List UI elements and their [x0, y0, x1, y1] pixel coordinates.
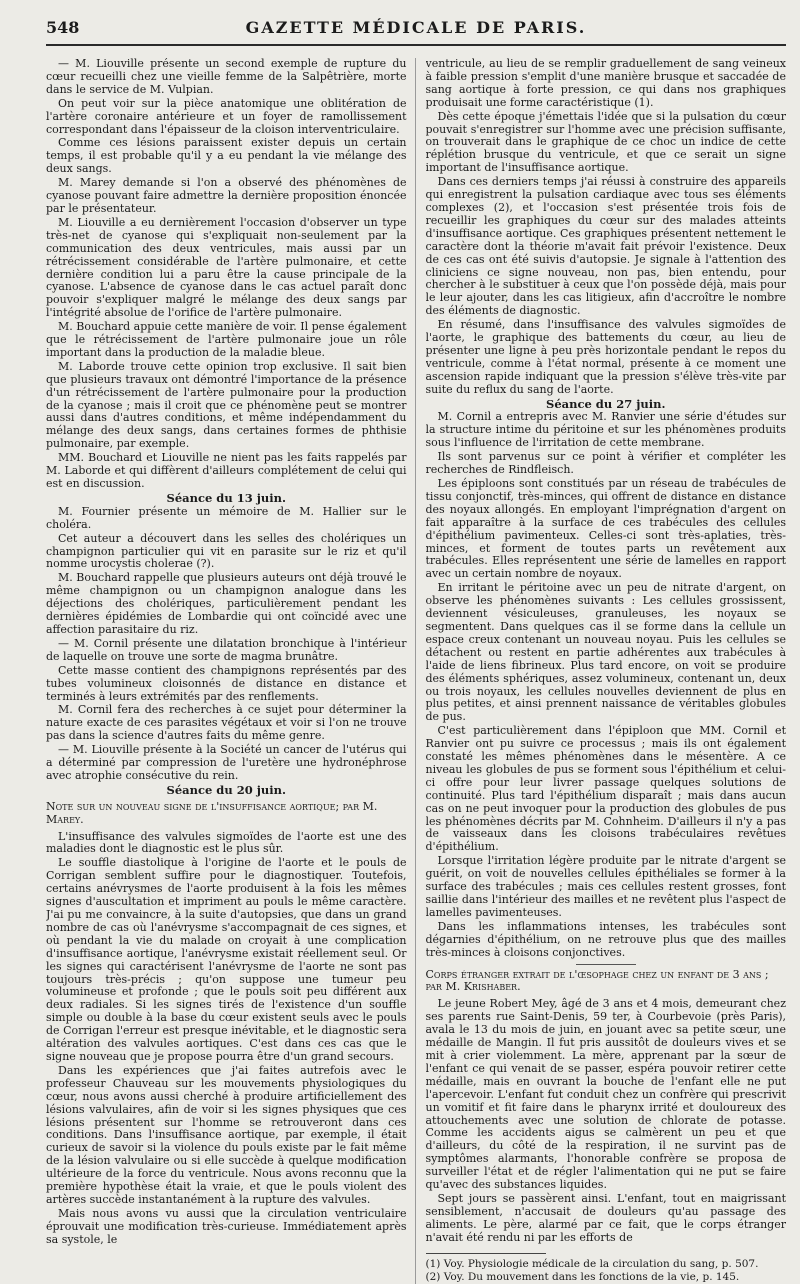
paragraph: Comme ces lésions paraissent exister depuis un certain temps, il est probable qu'il y a eu pendant la vie mélange des deux sangs. [46, 136, 407, 176]
paragraph: ventricule, au lieu de se remplir graduellement de sang veineux à faible pression s'emplit d'une manière brusque et saccadée de sang aortique à forte pression, ce qui dans nos graphiques produisait une forme caractéristique (1). [425, 58, 786, 109]
paragraph: MM. Bouchard et Liouville ne nient pas les faits rappelés par M. Laborde et qui diffèrent d'ailleurs complétement de celui qui est en discussion. [46, 451, 407, 490]
paragraph: — M. Liouville présente un second exemple de rupture du cœur recueilli chez une vieille femme de la Salpêtrière, morte dans le service de M. Vulpian. [46, 58, 407, 96]
paragraph: M. Bouchard appuie cette manière de voir. Il pense également que le rétrécissement de l'artère pulmonaire joue un rôle important dans la production de la maladie bleue. [46, 320, 407, 359]
paragraph: Dès cette époque j'émettais l'idée que si la pulsation du cœur pouvait s'enregistrer sur l'homme avec une précision suffisante, on trouverait dans le graphique de ce choc un indice de cette réplétion brusque du ventricule, et que ce serait un signe important de l'insuffisance aortique. [425, 109, 786, 175]
paragraph: Dans les expériences que j'ai faites autrefois avec le professeur Chauveau sur les mouvements physiologiques du cœur, nous avons aussi cherché à produire artificiellement des lésions valvulaires, afin de voir si les signes physiques que ces lésions présentent sur l'homme se retrouveront dans ces conditions. Dans l'insuffisance aortique, par exemple, il était curieux de savoir si la violence du pouls existe par le fait même de la lésion valvulaire ou si elle succède à quelque modification ultérieure de la force du ventricule. Nous avons reconnu que la première hypothèse était la vraie, et que le pouls violent des artères succède instantanément à la rupture des valvules. [46, 1063, 407, 1206]
paragraph: M. Bouchard rappelle que plusieurs auteurs ont déjà trouvé le même champignon ou un champignon analogue dans les déjections des cholériques, particulièrement pendant les dernières épidémies de Lombardie qui ont coïncidé avec une affection parasitaire du riz. [46, 571, 407, 636]
paragraph: Le jeune Robert Mey, âgé de 3 ans et 4 mois, demeurant chez ses parents rue Saint-Denis, 59 ter, à Courbevoie (près Paris), avala le 13 du mois de juin, en jouant avec sa petite sœur, une médaille de Mangin. Il fut pris aussitôt de douleurs vives et se mit à crier violemment. La mère, apprenant par la sœur de l'enfant ce qui venait de se passer, espéra pouvoir retirer cette médaille, mais en ouvrant la bouche de l'enfant elle ne put l'apercevoir. L'enfant fut conduit chez un confrère qui prescrivit un vomitif et fit faire dans le pharynx irrité et douloureux des attouchements avec une solution de chlorate de potasse. Comme les accidents aigus se calmèrent un peu et que d'ailleurs, du côté de la respiration, il ne survint pas de symptômes alarmants, l'honorable confrère se proposa de surveiller l'état et de régler l'alimentation qui ne put se faire qu'avec des substances liquides. [425, 997, 786, 1192]
paragraph: Les épiploons sont constitués par un réseau de trabécules de tissu conjonctif, très-minces, qui offrent de distance en distance des noyaux allongés. En employant l'imprégnation d'argent on fait apparaître à la surface de ces trabécules des cellules d'épithélium pavimenteux. Celles-ci sont très-aplaties, très-minces, et forment de toutes parts un revêtement aux trabécules. Elles représentent une série de lamelles en rapport avec un certain nombre de noyaux. [425, 477, 786, 581]
paragraph: Cet auteur a découvert dans les selles des cholériques un champignon particulier qui vit en parasite sur le riz et qu'il nomme urocystis cholerae (?). [46, 531, 407, 571]
paragraph: Mais nous avons vu aussi que la circulation ventriculaire éprouvait une modification très-curieuse. Immédiatement après sa systole, le [46, 1206, 407, 1246]
paragraph: Dans les inflammations intenses, les trabécules sont dégarnies d'épithélium, on ne retrouve plus que des mailles très-minces à cloisons conjonctives. [425, 919, 786, 959]
separator-rule [576, 964, 636, 965]
footnote-rule [426, 1253, 546, 1254]
text-columns [46, 58, 786, 1284]
paragraph: M. Laborde trouve cette opinion trop exclusive. Il sait bien que plusieurs travaux ont démontré l'importance de la présence d'un rétrécissement de l'artère pulmonaire pour la production de la cyanose ; mais il croit que ce phénomène peut se montrer aussi dans d'autres conditions, et même indépendamment du mélange des deux sangs, dans certaines formes de phthisie pulmonaire, par exemple. [46, 359, 407, 451]
section-heading: Séance du 20 juin. [166, 782, 286, 797]
paragraph: En résumé, dans l'insuffisance des valvules sigmoïdes de l'aorte, le graphique des battements du cœur, au lieu de présenter une ligne à peu près horizontale pendant le repos du ventricule, comme à l'état normal, présente à ce moment une ascension rapide indiquant que la pression s'élève très-vite par suite du reflux du sang de l'aorte. [425, 318, 786, 396]
section-heading: Séance du 27 juin. [546, 396, 666, 411]
paragraph: En irritant le péritoine avec un peu de nitrate d'argent, on observe les phénomènes suivants : Les cellules grossissent, deviennent vésiculeuses, granuleuses, les noyaux se segmentent. Dans quelques cas il se forme dans la cellule un espace creux contenant un nouveau noyau. Puis les cellules se détachent ou restent en partie adhérentes aux trabécules à l'aide de liens fibrineux. Plus tard encore, on voit se produire des éléments sphériques, assez volumineux, contenant un, deux ou trois noyaux, les cellules nouvelles deviennent de plus en plus petites, et ainsi prennent naissance de véritables globules de pus. [425, 581, 786, 724]
paragraph: M. Cornil a entrepris avec M. Ranvier une série d'études sur la structure intime du péritoine et sur les phénomènes produits sous l'influence de l'irritation de cette membrane. [425, 410, 786, 450]
paragraph: Lorsque l'irritation légère produite par le nitrate d'argent se guérit, on voit de nouvelles cellules épithéliales se former à la surface des trabécules ; mais ces cellules restent grosses, font saillie dans l'intérieur des mailles et ne revêtent plus l'aspect de lamelles pavimenteuses. [425, 854, 786, 919]
paragraph: — M. Cornil présente une dilatation bronchique à l'intérieur de laquelle on trouve une sorte de magma brunâtre. [46, 636, 407, 663]
section-heading: Séance du 13 juin. [166, 490, 286, 505]
page-number: 548 [46, 18, 80, 37]
right-column [426, 58, 787, 1284]
paragraph: L'insuffisance des valvules sigmoïdes de l'aorte est une des maladies dont le diagnostic est le plus sûr. [46, 829, 407, 856]
paragraph: Le souffle diastolique à l'origine de l'aorte et le pouls de Corrigan semblent suffire pour le diagnostiquer. Toutefois, certains anévrysmes de l'aorte produisent à la fois les mêmes signes d'auscultation et impriment au pouls le même caractère. J'ai pu me convaincre, à la suite d'autopsies, que dans un grand nombre de cas où l'anévrysme s'accompagnait de ces signes, et où pendant la vie du malade on croyait à une complication d'insuffisance aortique, l'anévrysme existait réellement seul. Or les signes qui caractérisent l'anévrysme de l'aorte ne sont pas toujours très-précis ; qu'on suppose une tumeur peu volumineuse et profonde ; que le pouls soit peu différent aux deux radiales. Si les signes tirés de l'existence d'un souffle simple ou double à la base du cœur existent seuls avec le pouls de Corrigan l'erreur est presque inévitable, et le diagnostic sera altération des valvules aortiques. C'est dans ces cas que le signe nouveau que je propose pourra être d'un grand secours. [46, 856, 407, 1063]
paragraph: Sept jours se passèrent ainsi. L'enfant, tout en maigrissant sensiblement, n'accusait de douleurs qu'au passage des aliments. Le père, alarmé par ce fait, que le corps étranger n'avait été rendu ni par les efforts de [425, 1191, 786, 1244]
article-title: Corps étranger extrait de l'œsophage chez un enfant de 3 ans ; par M. Krishaber. [425, 967, 769, 994]
paragraph: Dans ces derniers temps j'ai réussi à construire des appareils qui enregistrent la pulsation cardiaque avec tous ses éléments complexes (2), et l'occasion s'est présentée trois fois de recueillir les graphiques du cœur sur des malades atteints d'insuffisance aortique. Ces graphiques présentent nettement le caractère dont la théorie m'avait fait prévoir l'existence. Deux de ces cas ont été suivis d'autopsie. Je signale à l'attention des cliniciens ce signe nouveau, non pas, bien entendu, pour chercher à le substituer à ceux que l'on possède déjà, mais pour le leur ajouter, dans les cas litigieux, afin d'accroître le nombre des éléments de diagnostic. [425, 175, 786, 318]
paragraph: Ils sont parvenus sur ce point à vérifier et compléter les recherches de Rindfleisch. [425, 450, 786, 477]
paragraph: M. Marey demande si l'on a observé des phénomènes de cyanose pouvant faire admettre la dernière proposition énoncée par le présentateur. [46, 176, 407, 215]
paragraph: Cette masse contient des champignons représentés par des tubes volumineux cloisonnés de distance en distance et terminés à leurs extrémités par des renflements. [46, 663, 407, 703]
paragraph: M. Liouville a eu dernièrement l'occasion d'observer un type très-net de cyanose qui s'expliquait non-seulement par la communication des deux ventricules, mais aussi par un rétrécissement considérable de l'artère pulmonaire, et cette dernière condition lui a paru être la cause principale de la cyanose. L'absence de cyanose dans le cas actuel paraît donc pouvoir s'expliquer malgré le mélange des deux sangs par l'intégrité absolue de l'orifice de l'artère pulmonaire. [46, 215, 407, 320]
journal-title: GAZETTE MÉDICALE DE PARIS. [245, 18, 587, 37]
footnote: (1) Voy. Physiologie médicale de la circulation du sang, p. 507. [425, 1257, 759, 1270]
left-column [46, 58, 416, 1284]
page-header [46, 18, 786, 46]
article-title: Note sur un nouveau signe de l'insuffisance aortique; par M. Marey. [46, 799, 378, 826]
paragraph: C'est particulièrement dans l'épiploon que MM. Cornil et Ranvier ont pu suivre ce processus ; mais ils ont également constaté les mêmes phénomènes dans le mésentère. A ce niveau les globules de pus se forment sous l'épithélium et celui-ci offre pour leur livrer passage quelques solutions de continuité. Plus tard l'épithélium disparaît ; mais dans aucun cas on ne peut invoquer pour la production des globules de pus les phénomènes décrits par M. Cohnheim. D'ailleurs il n'y a pas de vaisseaux dans les cloisons trabéculaires revêtues d'épithélium. [425, 724, 786, 854]
footnote: (2) Voy. Du mouvement dans les fonctions de la vie, p. 145. [425, 1271, 740, 1284]
paragraph: M. Fournier présente un mémoire de M. Hallier sur le choléra. [46, 504, 407, 531]
paragraph: — M. Liouville présente à la Société un cancer de l'utérus qui a déterminé par compression de l'uretère une hydronéphrose avec atrophie consécutive du rein. [46, 743, 407, 782]
paragraph: On peut voir sur la pièce anatomique une oblitération de l'artère coronaire antérieure et un foyer de ramollissement correspondant dans l'épaisseur de la cloison interventriculaire. [46, 96, 407, 136]
paragraph: M. Cornil fera des recherches à ce sujet pour déterminer la nature exacte de ces parasites végétaux et voir si l'on ne trouve pas dans la science d'autres faits du même genre. [46, 703, 407, 743]
